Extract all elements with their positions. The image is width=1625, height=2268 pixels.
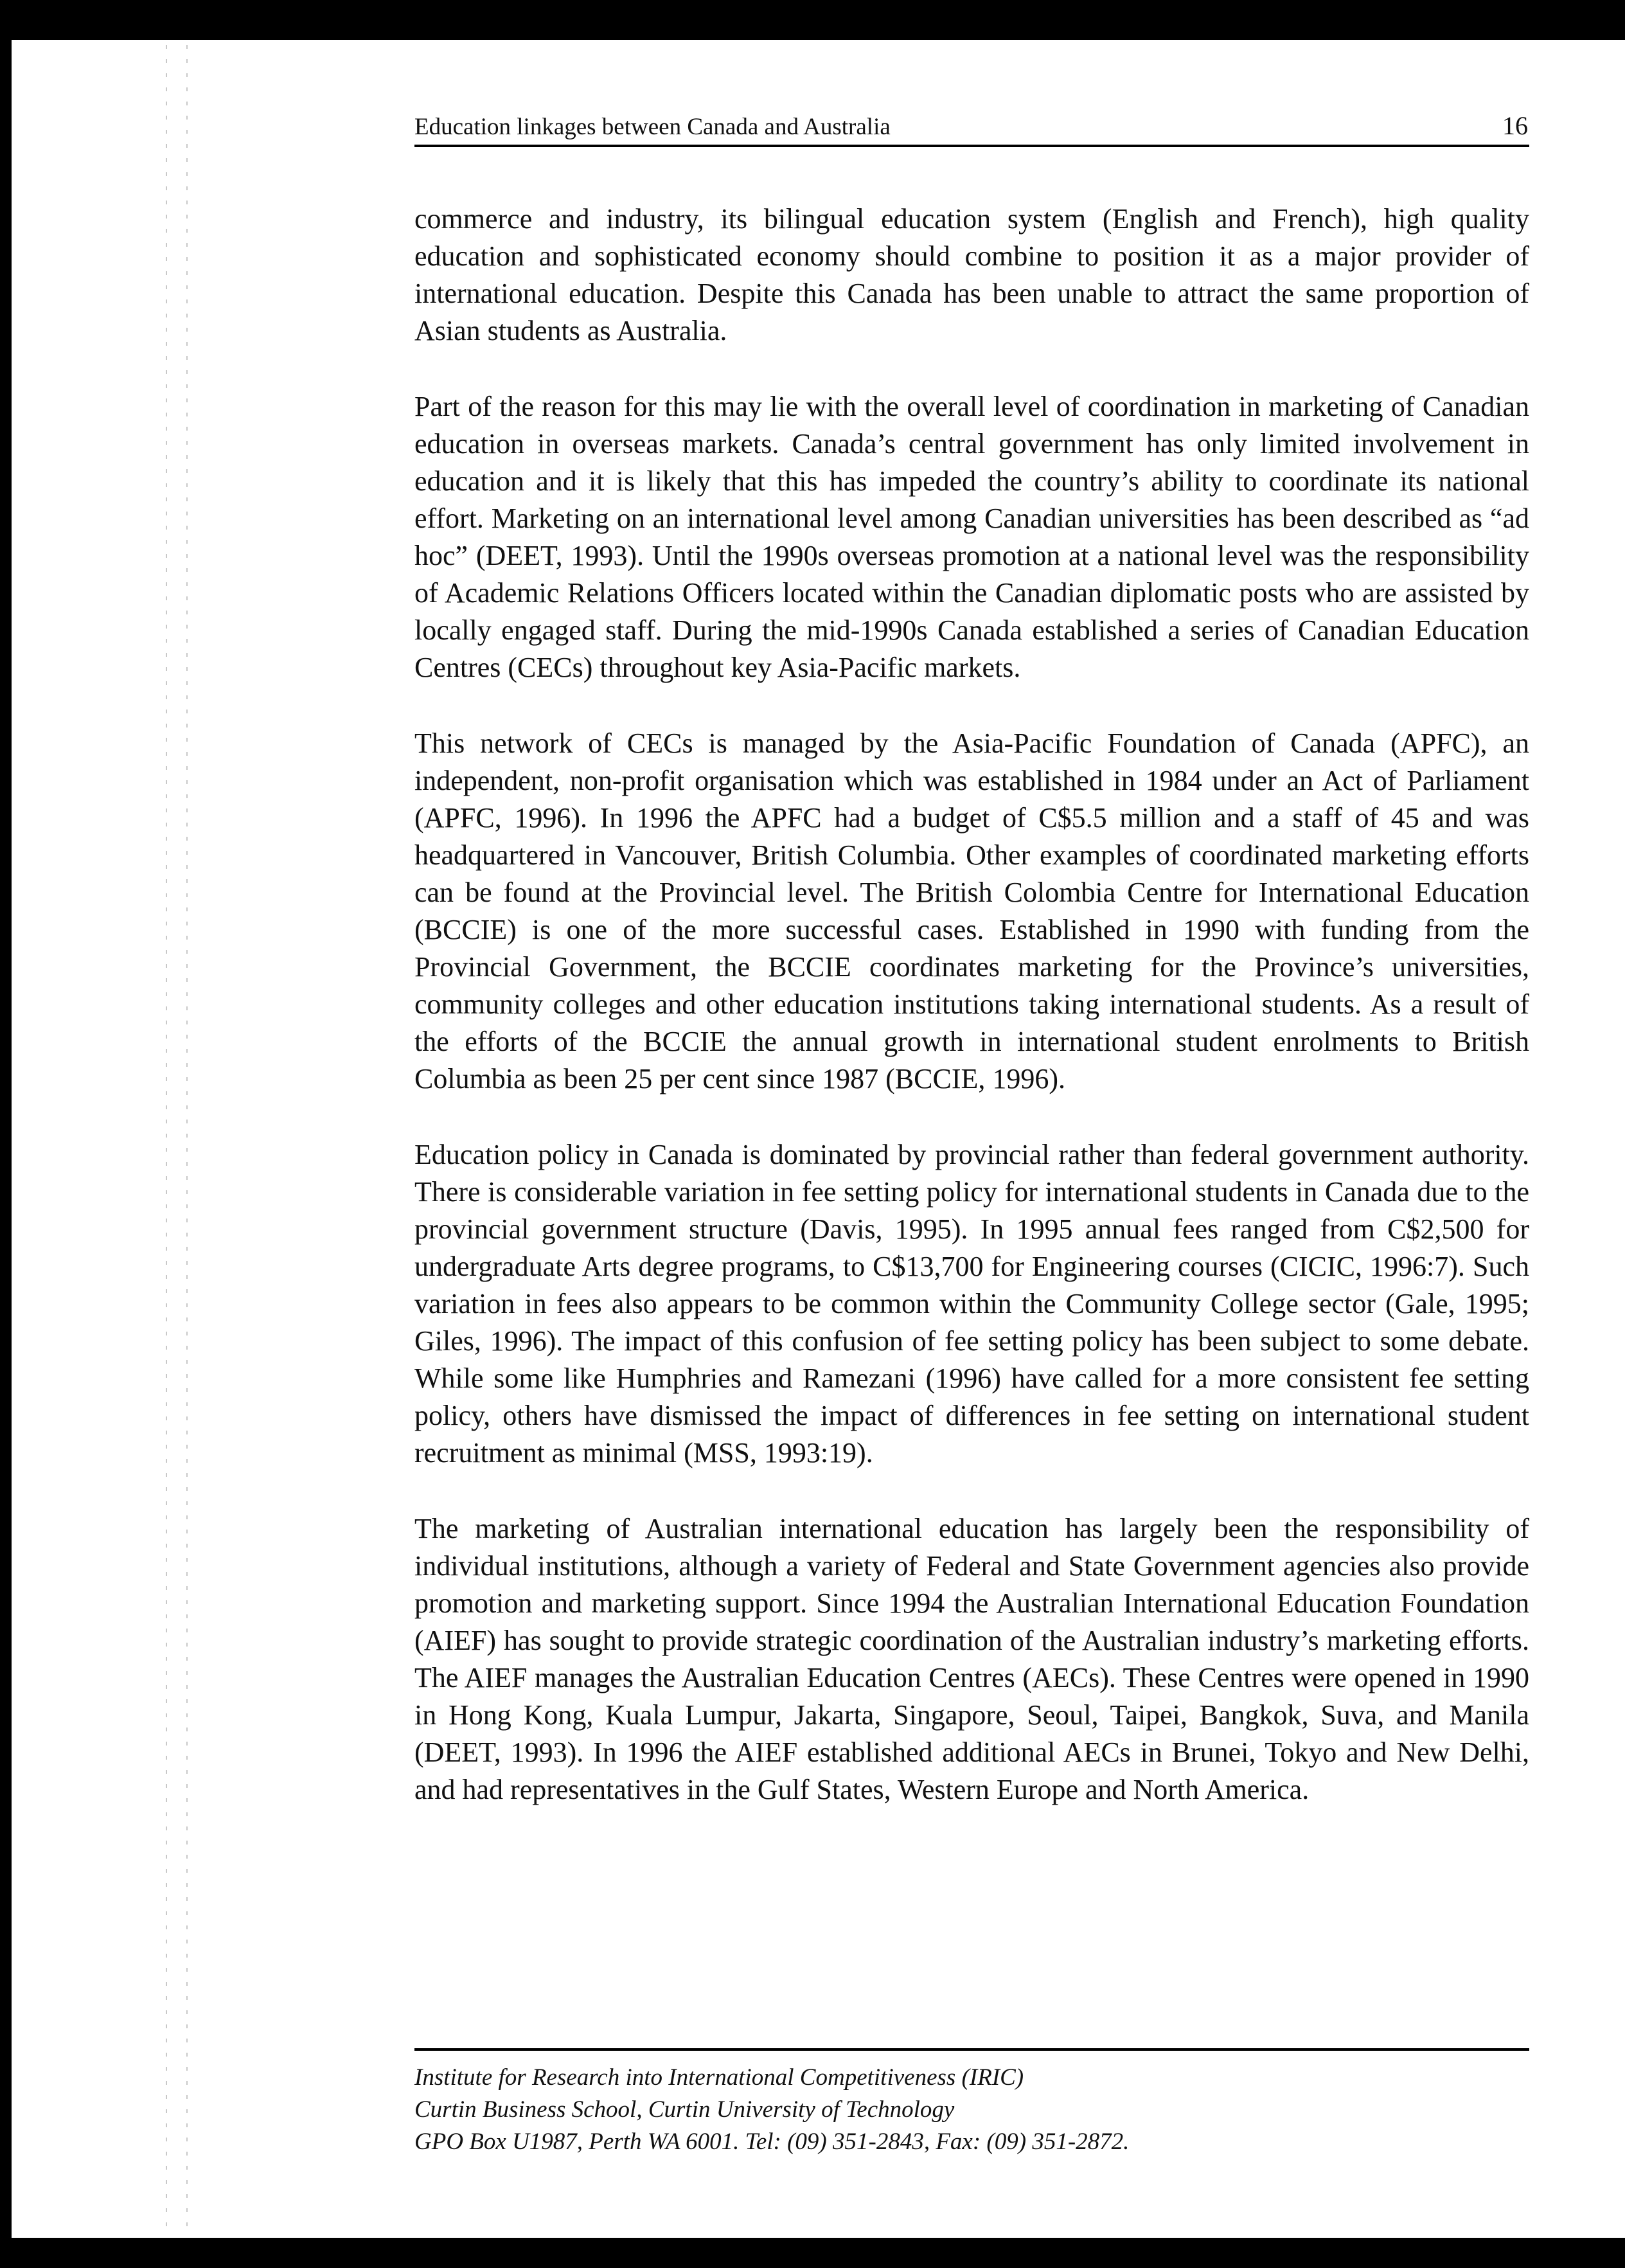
paragraph: The marketing of Australian international education has largely been the responsibility of individual institutions, although a variety of Federal and State Government agencies also provide promotion and marketing support. Since 1994 the Australian International Education Foundation (AIEF) has sought to provide strategic coordination of the Australian industry’s marketing efforts. The AIEF manages the Australian Education Centres (AECs). These Centres were opened in 1990 in Hong Kong, Kuala Lumpur, Jakarta, Singapore, Seoul, Taipei, Bangkok, Suva, and Manila (DEET, 1993). In 1996 the AIEF established additional AECs in Brunei, Tokyo and New Delhi, and had representatives in the Gulf States, Western Europe and North America. [414, 1513, 1529, 1805]
paragraph: commerce and industry, its bilingual education system (English and French), high quality education and sophisticated economy should combine to position it as a major provider of international education. Despite this Canada has been unable to attract the same proportion of Asian students as Australia. [414, 203, 1529, 346]
footer-rule [414, 2048, 1529, 2051]
scan-border-bottom [0, 2238, 1625, 2268]
scan-border-left [0, 0, 12, 2268]
scan-streak [166, 45, 167, 2230]
paragraph: Education policy in Canada is dominated by provincial rather than federal government authority. There is considerable variation in fee setting policy for international students in Canada due to the provincial government structure (Davis, 1995). In 1995 annual fees ranged from C$2,500 for undergraduate Arts degree programs, to C$13,700 for Engineering courses (CICIC, 1996:7). Such variation in fees also appears to be common within the Community College sector (Gale, 1995; Giles, 1996). The impact of this confusion of fee setting policy has been subject to some debate. While some like Humphries and Ramezani (1996) have called for a more consistent fee setting policy, others have dismissed the impact of differences in fee setting on international student recruitment as minimal (MSS, 1993:19). [414, 1139, 1529, 1469]
footer-institute: Institute for Research into International Competitiveness (IRIC) [414, 2064, 1024, 2091]
page-number: 16 [1502, 111, 1528, 140]
footer-address: GPO Box U1987, Perth WA 6001. Tel: (09) 351-2843, Fax: (09) 351-2872. [414, 2129, 1130, 2155]
header-title: Education linkages between Canada and Australia [414, 114, 891, 140]
body-text [414, 201, 1529, 1847]
paragraph: Part of the reason for this may lie with the overall level of coordination in marketing of Canadian education in overseas markets. Canada’s central government has only limited involvement in education and it is likely that this has impeded the country’s ability to coordinate its national effort. Marketing on an international level among Canadian universities has been described as “ad hoc” (DEET, 1993). Until the 1990s overseas promotion at a national level was the responsibility of Academic Relations Officers located within the Canadian diplomatic posts who are assisted by locally engaged staff. During the mid-1990s Canada established a series of Canadian Education Centres (CECs) throughout key Asia-Pacific markets. [414, 391, 1529, 683]
footer [414, 2062, 1529, 2158]
running-header [414, 106, 1529, 147]
scan-border-top [0, 0, 1625, 40]
scan-streak [186, 45, 188, 2230]
paragraph: This network of CECs is managed by the Asia-Pacific Foundation of Canada (APFC), an independent, non-profit organisation which was established in 1984 under an Act of Parliament (APFC, 1996). In 1996 the APFC had a budget of C$5.5 million and a staff of 45 and was headquartered in Vancouver, British Columbia. Other examples of coordinated marketing efforts can be found at the Provincial level. The British Colombia Centre for International Education (BCCIE) is one of the more successful cases. Established in 1990 with funding from the Provincial Government, the BCCIE coordinates marketing for the Province’s universities, community colleges and other education institutions taking international students. As a result of the efforts of the BCCIE the annual growth in international student enrolments to British Columbia as been 25 per cent since 1987 (BCCIE, 1996). [414, 728, 1529, 1094]
footer-school: Curtin Business School, Curtin University of Technology [414, 2096, 955, 2123]
